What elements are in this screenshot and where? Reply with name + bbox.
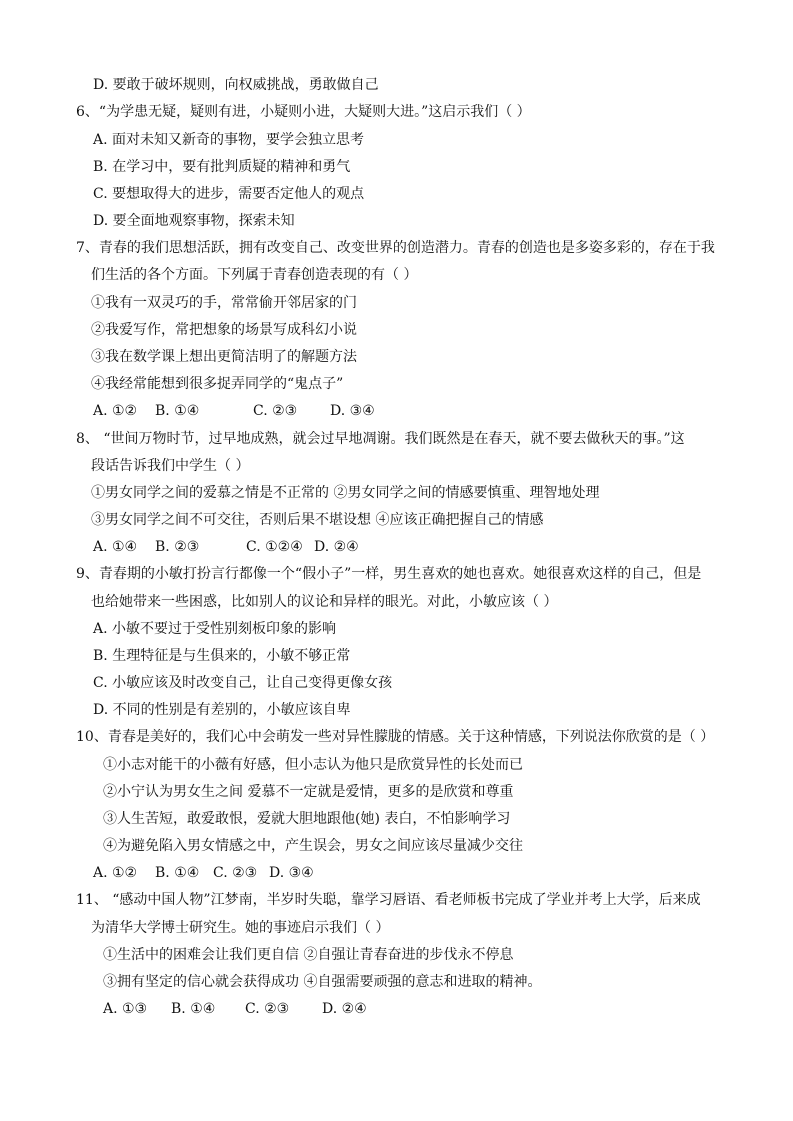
- q7-option-a: A. ①②: [93, 403, 138, 419]
- q11-stem-line2: 为清华大学博士研究生。她的事迹启示我们（ ）: [91, 920, 390, 936]
- q8-statements-1: ①男女同学之间的爱慕之情是不正常的 ②男女同学之间的情感要慎重、理智地处理: [91, 485, 600, 501]
- q11-statements-1: ①生活中的困难会让我们更自信 ②自强让青春奋进的步伐永不停息: [103, 947, 514, 963]
- q6-option-b: B. 在学习中，要有批判质疑的精神和勇气: [93, 159, 351, 175]
- q9-option-a: A. 小敏不要过于受性别刻板印象的影响: [93, 621, 337, 637]
- q11-option-b: B. ①④: [171, 1001, 216, 1017]
- q7-statement-3: ③我在数学课上想出更简洁明了的解题方法: [91, 349, 357, 365]
- q8-option-d: D. ②④: [314, 539, 359, 555]
- q7-stem-line2: 们生活的各个方面。下列属于青春创造表现的有（ ）: [91, 267, 418, 283]
- q10-option-c: C. ②③: [213, 865, 258, 881]
- q10-statement-1: ①小志对能干的小薇有好感，但小志认为他只是欣赏异性的长处而已: [103, 757, 523, 773]
- q6-option-d: D. 要全面地观察事物，探索未知: [93, 213, 295, 229]
- q11-stem-line1: 11、 “感动中国人物”江梦南，半岁时失聪，靠学习唇语、看老师板书完成了学业并考上大学，后来成: [76, 892, 701, 908]
- q7-option-b: B. ①④: [155, 403, 200, 419]
- q7-statement-1: ①我有一双灵巧的手，常常偷开邻居家的门: [91, 295, 357, 311]
- q6-stem: 6、“为学患无疑，疑则有进，小疑则小进，大疑则大进。”这启示我们（ ）: [76, 104, 531, 120]
- q10-statement-3: ③人生苦短，敢爱敢恨，爱就大胆地跟他(她) 表白，不怕影响学习: [103, 811, 511, 827]
- q8-options: [93, 538, 359, 556]
- q6-option-a: A. 面对未知又新奇的事物，要学会独立思考: [93, 132, 365, 148]
- q7-option-d: D. ③④: [330, 403, 375, 419]
- q9-stem-line2: 也给她带来一些困惑，比如别人的议论和异样的眼光。对此，小敏应该（ ）: [91, 594, 558, 610]
- q6-option-c: C. 要想取得大的进步，需要否定他人的观点: [93, 186, 365, 202]
- q7-options: [93, 402, 375, 420]
- q10-statement-4: ④为避免陷入男女情感之中，产生误会，男女之间应该尽量减少交往: [103, 838, 523, 854]
- q8-stem-line1: 8、 “世间万物时节，过早地成熟，就会过早地凋谢。我们既然是在春天，就不要去做秋天的事。”这: [76, 431, 685, 447]
- q10-option-b: B. ①④: [155, 865, 200, 881]
- q7-option-c: C. ②③: [253, 403, 298, 419]
- q5-option-d: D. 要敢于破坏规则，向权威挑战，勇敢做自己: [93, 77, 379, 93]
- q8-option-b: B. ②③: [155, 539, 200, 555]
- q9-stem-line1: 9、青春期的小敏打扮言行都像一个“假小子”一样，男生喜欢的她也喜欢。她很喜欢这样的自己，但是: [76, 566, 702, 582]
- q10-option-d: D. ③④: [269, 865, 314, 881]
- q11-option-a: A. ①③: [103, 1001, 148, 1017]
- q9-option-b: B. 生理特征是与生俱来的，小敏不够正常: [93, 648, 351, 664]
- q10-statement-2: ②小宁认为男女生之间 爱慕不一定就是爱情，更多的是欣赏和尊重: [103, 784, 514, 800]
- q9-option-c: C. 小敏应该及时改变自己，让自己变得更像女孩: [93, 675, 393, 691]
- q11-option-c: C. ②③: [245, 1001, 290, 1017]
- q8-stem-line2: 段话告诉我们中学生（ ）: [91, 458, 250, 474]
- q11-option-d: D. ②④: [322, 1001, 367, 1017]
- q8-statements-2: ③男女同学之间不可交往，否则后果不堪设想 ④应该正确把握自己的情感: [91, 512, 544, 528]
- q7-stem-line1: 7、青春的我们思想活跃，拥有改变自己、改变世界的创造潜力。青春的创造也是多姿多彩的，存在于我: [76, 240, 715, 256]
- q7-statement-4: ④我经常能想到很多捉弄同学的“鬼点子”: [91, 376, 344, 392]
- q8-option-a: A. ①④: [93, 539, 138, 555]
- q10-stem: 10、青春是美好的，我们心中会萌发一些对异性朦胧的情感。关于这种情感，下列说法你欣赏的是（ ）: [76, 729, 715, 745]
- q11-options: [103, 1000, 367, 1018]
- q10-options: [93, 864, 314, 882]
- q10-option-a: A. ①②: [93, 865, 138, 881]
- q7-statement-2: ②我爱写作，常把想象的场景写成科幻小说: [91, 322, 357, 338]
- q9-option-d: D. 不同的性别是有差别的，小敏应该自卑: [93, 702, 351, 718]
- q11-statements-2: ③拥有坚定的信心就会获得成功 ④自强需要顽强的意志和进取的精神。: [103, 974, 542, 990]
- q8-option-c: C. ①②④: [246, 539, 303, 555]
